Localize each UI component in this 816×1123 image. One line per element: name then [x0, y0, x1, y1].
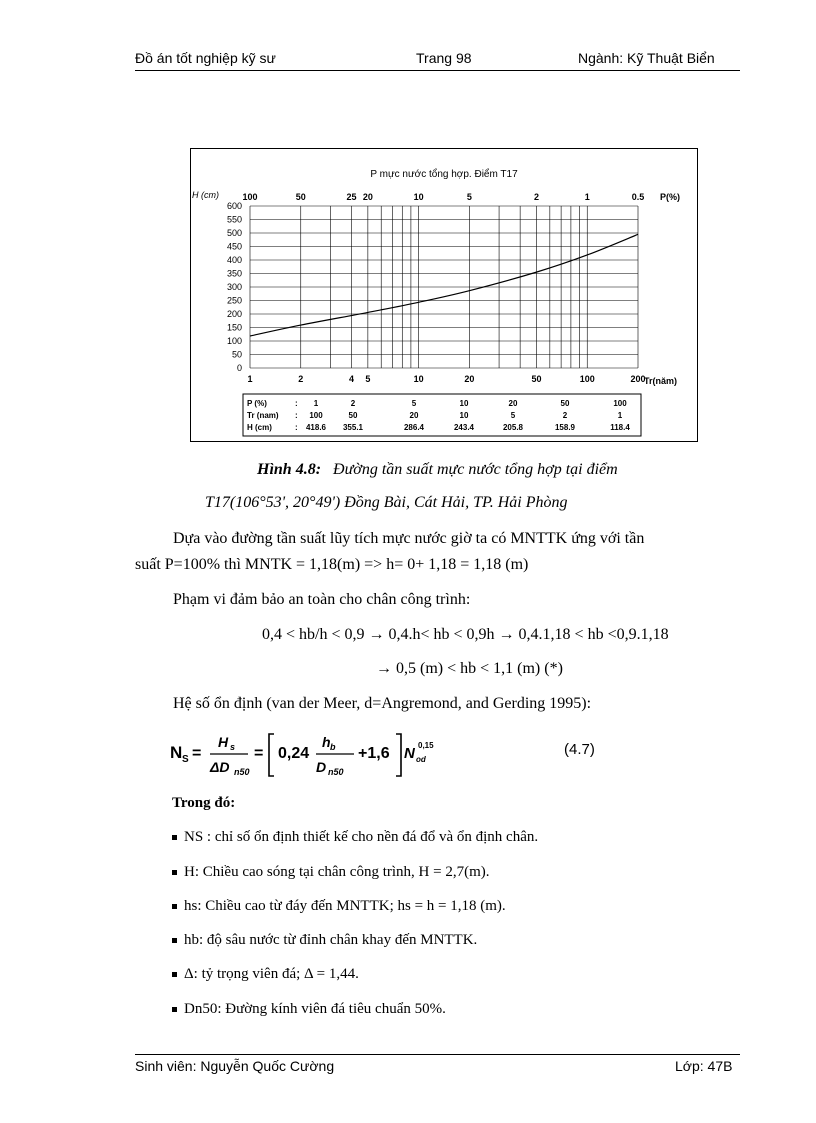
svg-text:D: D — [316, 759, 327, 775]
svg-text:0,15: 0,15 — [418, 741, 434, 750]
top-tick-20: 20 — [362, 192, 373, 202]
svg-text:0,24: 0,24 — [278, 745, 310, 762]
table-cell-0-6: 100 — [613, 399, 627, 408]
table-cell-0-2: 5 — [411, 399, 417, 408]
table-cell-1-2: 20 — [409, 411, 419, 420]
paragraph-2: Phạm vi đảm bảo an toàn cho chân công trình: — [173, 591, 471, 608]
y-tick-250: 250 — [226, 295, 242, 306]
inequality-1: 0,4 < hb/h < 0,9 → 0,4.h< hb < 0,9h → 0,4.1,18 < hb <0,9.1,18 — [262, 626, 669, 643]
bullet-delta: Δ: tỷ trọng viên đá; Δ = 1,44. — [172, 966, 359, 983]
top-tick-25: 25 — [346, 192, 357, 202]
svg-text:ΔD: ΔD — [210, 759, 230, 775]
table-cell-2-5: 158.9 — [554, 423, 576, 432]
header-center: Trang 98 — [416, 50, 472, 66]
y-tick-0: 0 — [236, 363, 242, 373]
bullet-hb: hb: độ sâu nước từ đỉnh chân khay đến MNTTK. — [172, 932, 477, 949]
inequality-2: → 0,5 (m) < hb < 1,1 (m) (*) — [376, 660, 563, 677]
y-tick-300: 300 — [226, 282, 242, 292]
top-tick-1: 1 — [584, 192, 590, 202]
bullet-h: H: Chiều cao sóng tại chân công trình, H = 2,7(m). — [172, 864, 489, 881]
frequency-chart — [190, 148, 698, 442]
y-tick-450: 450 — [226, 241, 242, 252]
table-cell-0-4: 20 — [508, 399, 518, 408]
table-cell-0-1: 2 — [350, 399, 356, 408]
bullet-dn50: Dn50: Đường kính viên đá tiêu chuẩn 50%. — [172, 1001, 446, 1018]
svg-text:=: = — [254, 745, 264, 762]
paragraph-3: Hệ số ổn định (van der Meer, d=Angremond, and Gerding 1995): — [173, 695, 592, 712]
x-tick-200: 200 — [630, 374, 646, 384]
svg-text:=: = — [192, 745, 202, 762]
trong-do-heading: Trong đó: — [172, 795, 236, 811]
top-tick-50: 50 — [295, 192, 306, 202]
y-tick-50: 50 — [231, 349, 242, 360]
top-tick-2: 2 — [533, 192, 539, 202]
table-cell-2-3: 243.4 — [453, 423, 475, 432]
y-tick-100: 100 — [226, 336, 242, 346]
svg-text:n50: n50 — [234, 767, 250, 777]
table-row-label-2: H (cm) — [247, 423, 272, 432]
table-cell-2-1: 355.1 — [342, 423, 364, 432]
x-tick-5: 5 — [365, 374, 371, 384]
table-cell-2-2: 286.4 — [403, 423, 425, 432]
footer-left: Sinh viên: Nguyễn Quốc Cường — [135, 1058, 335, 1074]
table-cell-1-5: 2 — [562, 411, 568, 420]
paragraph-1a: Dựa vào đường tần suất lũy tích mực nước giờ ta có MNTTK ứng với tần — [173, 530, 645, 547]
svg-text:n50: n50 — [328, 767, 344, 777]
header-left: Đồ án tốt nghiệp kỹ sư — [135, 50, 276, 66]
svg-text:H: H — [218, 734, 229, 750]
x-tick-4: 4 — [349, 374, 355, 384]
svg-text:b: b — [330, 742, 336, 752]
y-tick-400: 400 — [226, 255, 242, 265]
figure-caption-line1: Hình 4.8: Đường tần suất mực nước tổng hợp tại điểm — [257, 461, 618, 478]
x-tick-10: 10 — [413, 374, 424, 384]
top-tick-10: 10 — [413, 192, 424, 202]
equation-number: (4.7) — [564, 741, 595, 758]
table-colon-1: : — [295, 411, 298, 420]
footer-right: Lớp: 47B — [675, 1058, 733, 1074]
chart-title: P mực nước tổng hợp. Điểm T17 — [370, 169, 518, 180]
y-tick-550: 550 — [226, 214, 242, 225]
table-cell-1-4: 5 — [510, 411, 516, 420]
top-tick-5: 5 — [466, 192, 472, 202]
table-cell-2-6: 118.4 — [610, 423, 630, 432]
footer-rule — [135, 1054, 740, 1055]
top-tick-100: 100 — [242, 192, 258, 202]
x-tick-2: 2 — [298, 374, 304, 384]
paragraph-1b: suất P=100% thì MNTK = 1,18(m) => h= 0+ 1,18 = 1,18 (m) — [135, 556, 529, 573]
y-tick-350: 350 — [226, 268, 242, 279]
bullet-hs: hs: Chiều cao từ đáy đến MNTTK; hs = h = 1,18 (m). — [172, 898, 506, 915]
table-cell-1-1: 50 — [348, 411, 358, 420]
svg-text:N: N — [404, 745, 415, 762]
chart-x-label: Tr(năm) — [644, 376, 678, 386]
stability-formula — [170, 730, 610, 780]
svg-text:od: od — [416, 755, 426, 764]
x-tick-20: 20 — [464, 374, 475, 384]
figure-caption-line2: T17(106°53', 20°49') Đồng Bài, Cát Hải, TP. Hải Phòng — [205, 494, 568, 511]
table-cell-0-5: 50 — [560, 399, 570, 408]
top-tick-0.5: 0.5 — [631, 192, 645, 202]
svg-text:S: S — [182, 754, 189, 765]
header-rule — [135, 70, 740, 71]
chart-top-axis-label: P(%) — [660, 192, 680, 202]
y-tick-200: 200 — [226, 309, 242, 319]
y-tick-600: 600 — [226, 201, 242, 211]
table-cell-1-0: 100 — [309, 411, 323, 420]
svg-text:N: N — [170, 743, 183, 762]
table-row-label-0: P (%) — [247, 399, 267, 408]
table-cell-1-3: 10 — [459, 411, 469, 420]
svg-text:s: s — [230, 742, 236, 752]
x-tick-1: 1 — [247, 374, 253, 384]
table-cell-0-0: 1 — [313, 399, 319, 408]
table-row-label-1: Tr (nam) — [247, 411, 279, 420]
y-tick-150: 150 — [226, 322, 242, 333]
table-cell-1-6: 1 — [617, 411, 623, 420]
x-tick-50: 50 — [531, 374, 542, 384]
table-cell-2-0: 418.6 — [305, 423, 327, 432]
chart-y-label: H (cm) — [192, 190, 219, 200]
table-colon-0: : — [295, 399, 298, 408]
header-right: Ngành: Kỹ Thuật Biển — [578, 50, 715, 66]
y-tick-500: 500 — [226, 228, 242, 238]
bullet-ns: NS : chỉ số ổn định thiết kế cho nền đá đổ và ổn định chân. — [172, 829, 538, 846]
figure-label: Hình 4.8: — [257, 461, 322, 478]
table-cell-0-3: 10 — [459, 399, 469, 408]
table-colon-2: : — [295, 423, 298, 432]
x-tick-100: 100 — [579, 374, 595, 384]
table-cell-2-4: 205.8 — [502, 423, 524, 432]
svg-text:h: h — [322, 734, 331, 750]
svg-text:+1,6: +1,6 — [358, 745, 390, 762]
